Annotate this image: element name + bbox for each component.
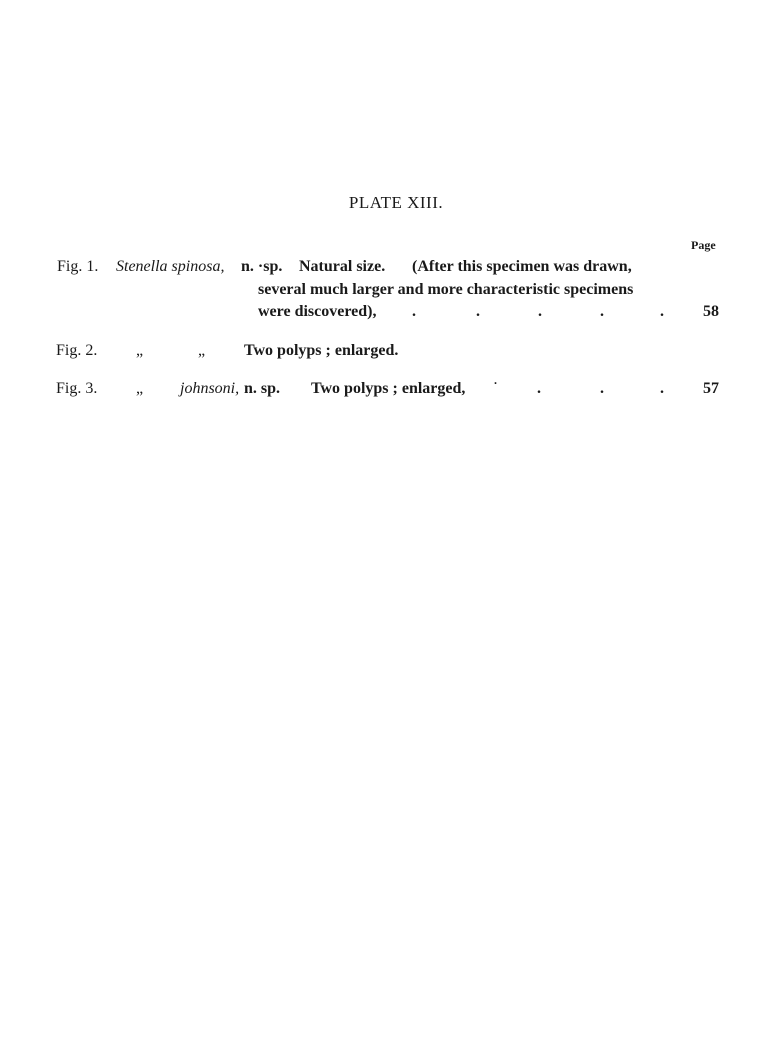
fig-1-dot: . <box>660 303 664 320</box>
fig-1-page: 58 <box>703 303 719 320</box>
fig-3-dot: . <box>494 373 497 387</box>
page-column-header: Page <box>691 238 716 252</box>
fig-2-ditto-1: „ <box>136 342 144 359</box>
fig-1-dot: . <box>600 303 604 320</box>
fig-2-ditto-2: „ <box>198 342 206 359</box>
fig-1-label: Fig. 1. <box>57 258 99 275</box>
fig-1-note-line2: several much larger and more characteristic specimens <box>258 281 634 298</box>
fig-1-note-line3: were discovered), <box>258 303 377 320</box>
fig-3-dot: . <box>660 380 664 397</box>
fig-3-species: johnsoni, <box>180 380 240 397</box>
fig-3-label: Fig. 3. <box>56 380 98 397</box>
fig-1-species: Stenella spinosa, <box>116 258 225 275</box>
fig-3-dot: . <box>600 380 604 397</box>
fig-3-dot: . <box>537 380 541 397</box>
fig-2-label: Fig. 2. <box>56 342 98 359</box>
fig-3-ditto-1: „ <box>136 380 144 397</box>
fig-1-dot: . <box>412 303 416 320</box>
fig-3-page: 57 <box>703 380 719 397</box>
fig-1-sp: n. ·sp. <box>241 258 283 275</box>
fig-1-dot: . <box>538 303 542 320</box>
plate-title: PLATE XIII. <box>348 193 444 212</box>
fig-1-natural-size: Natural size. <box>299 258 386 275</box>
fig-1-dot: . <box>476 303 480 320</box>
fig-2-text: Two polyps ; enlarged. <box>244 342 399 359</box>
fig-3-sp: n. sp. <box>244 380 281 397</box>
fig-3-text: Two polyps ; enlarged, <box>311 380 466 397</box>
fig-1-note-start: (After this specimen was drawn, <box>412 258 632 275</box>
